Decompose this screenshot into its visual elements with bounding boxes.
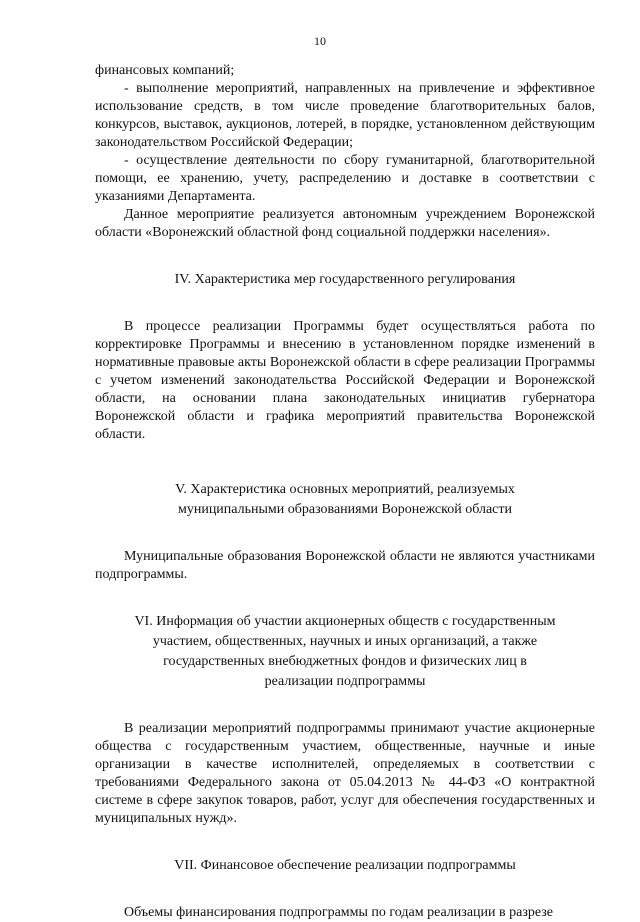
section-heading-vii: VII. Финансовое обеспечение реализации подпрограммы xyxy=(174,858,516,873)
list-item-humanitarian-aid: - осуществление деятельности по сбору гуманитарной, благотворительной помощи, ее хранению, учету, распределению и доставке в соответствии с указаниями Департамента. xyxy=(95,153,595,204)
spacer xyxy=(95,242,595,270)
paragraph-continuation: финансовых компаний; xyxy=(95,63,235,78)
paragraph-participants: В реализации мероприятий подпрограммы принимают участие акционерные общества с государственным участием, общественные, научные и иные организации в качестве исполнителей, определяемых в соответствии с требованиями Федерального закона от 05.04.2013 № 44-ФЗ «О контрактной системе в сфере закупок товаров, работ, услуг для обеспечения государственных и муниципальных нужд». xyxy=(95,721,595,826)
paragraph-implementer: Данное мероприятие реализуется автономным учреждением Воронежской области «Воронежский областной фонд социальной поддержки населения». xyxy=(95,207,595,240)
document-body xyxy=(95,62,595,922)
spacer xyxy=(95,444,595,480)
page-number: 10 xyxy=(314,34,326,48)
spacer xyxy=(95,290,595,318)
spacer xyxy=(95,520,595,548)
section-heading-v: V. Характеристика основных мероприятий, реализуемых муниципальными образованиями Воронежской области xyxy=(175,482,515,517)
spacer xyxy=(95,584,595,612)
spacer xyxy=(95,828,595,856)
paragraph-regulation: В процессе реализации Программы будет осуществляться работа по корректировке Программы и внесению в установленном порядке изменений в нормативные правовые акты Воронежской области в сфере реализации Программы с учетом изменений законодательства Российской Федерации и Воронежской области, на основании плана законодательных инициатив губернатора Воронежской области и графика мероприятий правительства Воронежской области. xyxy=(95,319,595,442)
list-item-fundraising: - выполнение мероприятий, направленных на привлечение и эффективное использование средств, в том числе проведение благотворительных балов, конкурсов, выставок, аукционов, лотерей, в порядке, установленном действующим законодательством Российской Федерации; xyxy=(95,81,595,150)
spacer xyxy=(95,876,595,904)
paragraph-municipal: Муниципальные образования Воронежской области не являются участниками подпрограммы. xyxy=(95,549,595,582)
section-heading-vi: VI. Информация об участии акционерных обществ с государственным участием, общественных, научных и иных организаций, а также государственных внебюджетных фондов и физических лиц в реализации подпрограммы xyxy=(134,614,556,689)
paragraph-financing: Объемы финансирования подпрограммы по годам реализации в разрезе xyxy=(124,905,554,920)
spacer xyxy=(95,692,595,720)
section-heading-iv: IV. Характеристика мер государственного регулирования xyxy=(174,272,516,287)
